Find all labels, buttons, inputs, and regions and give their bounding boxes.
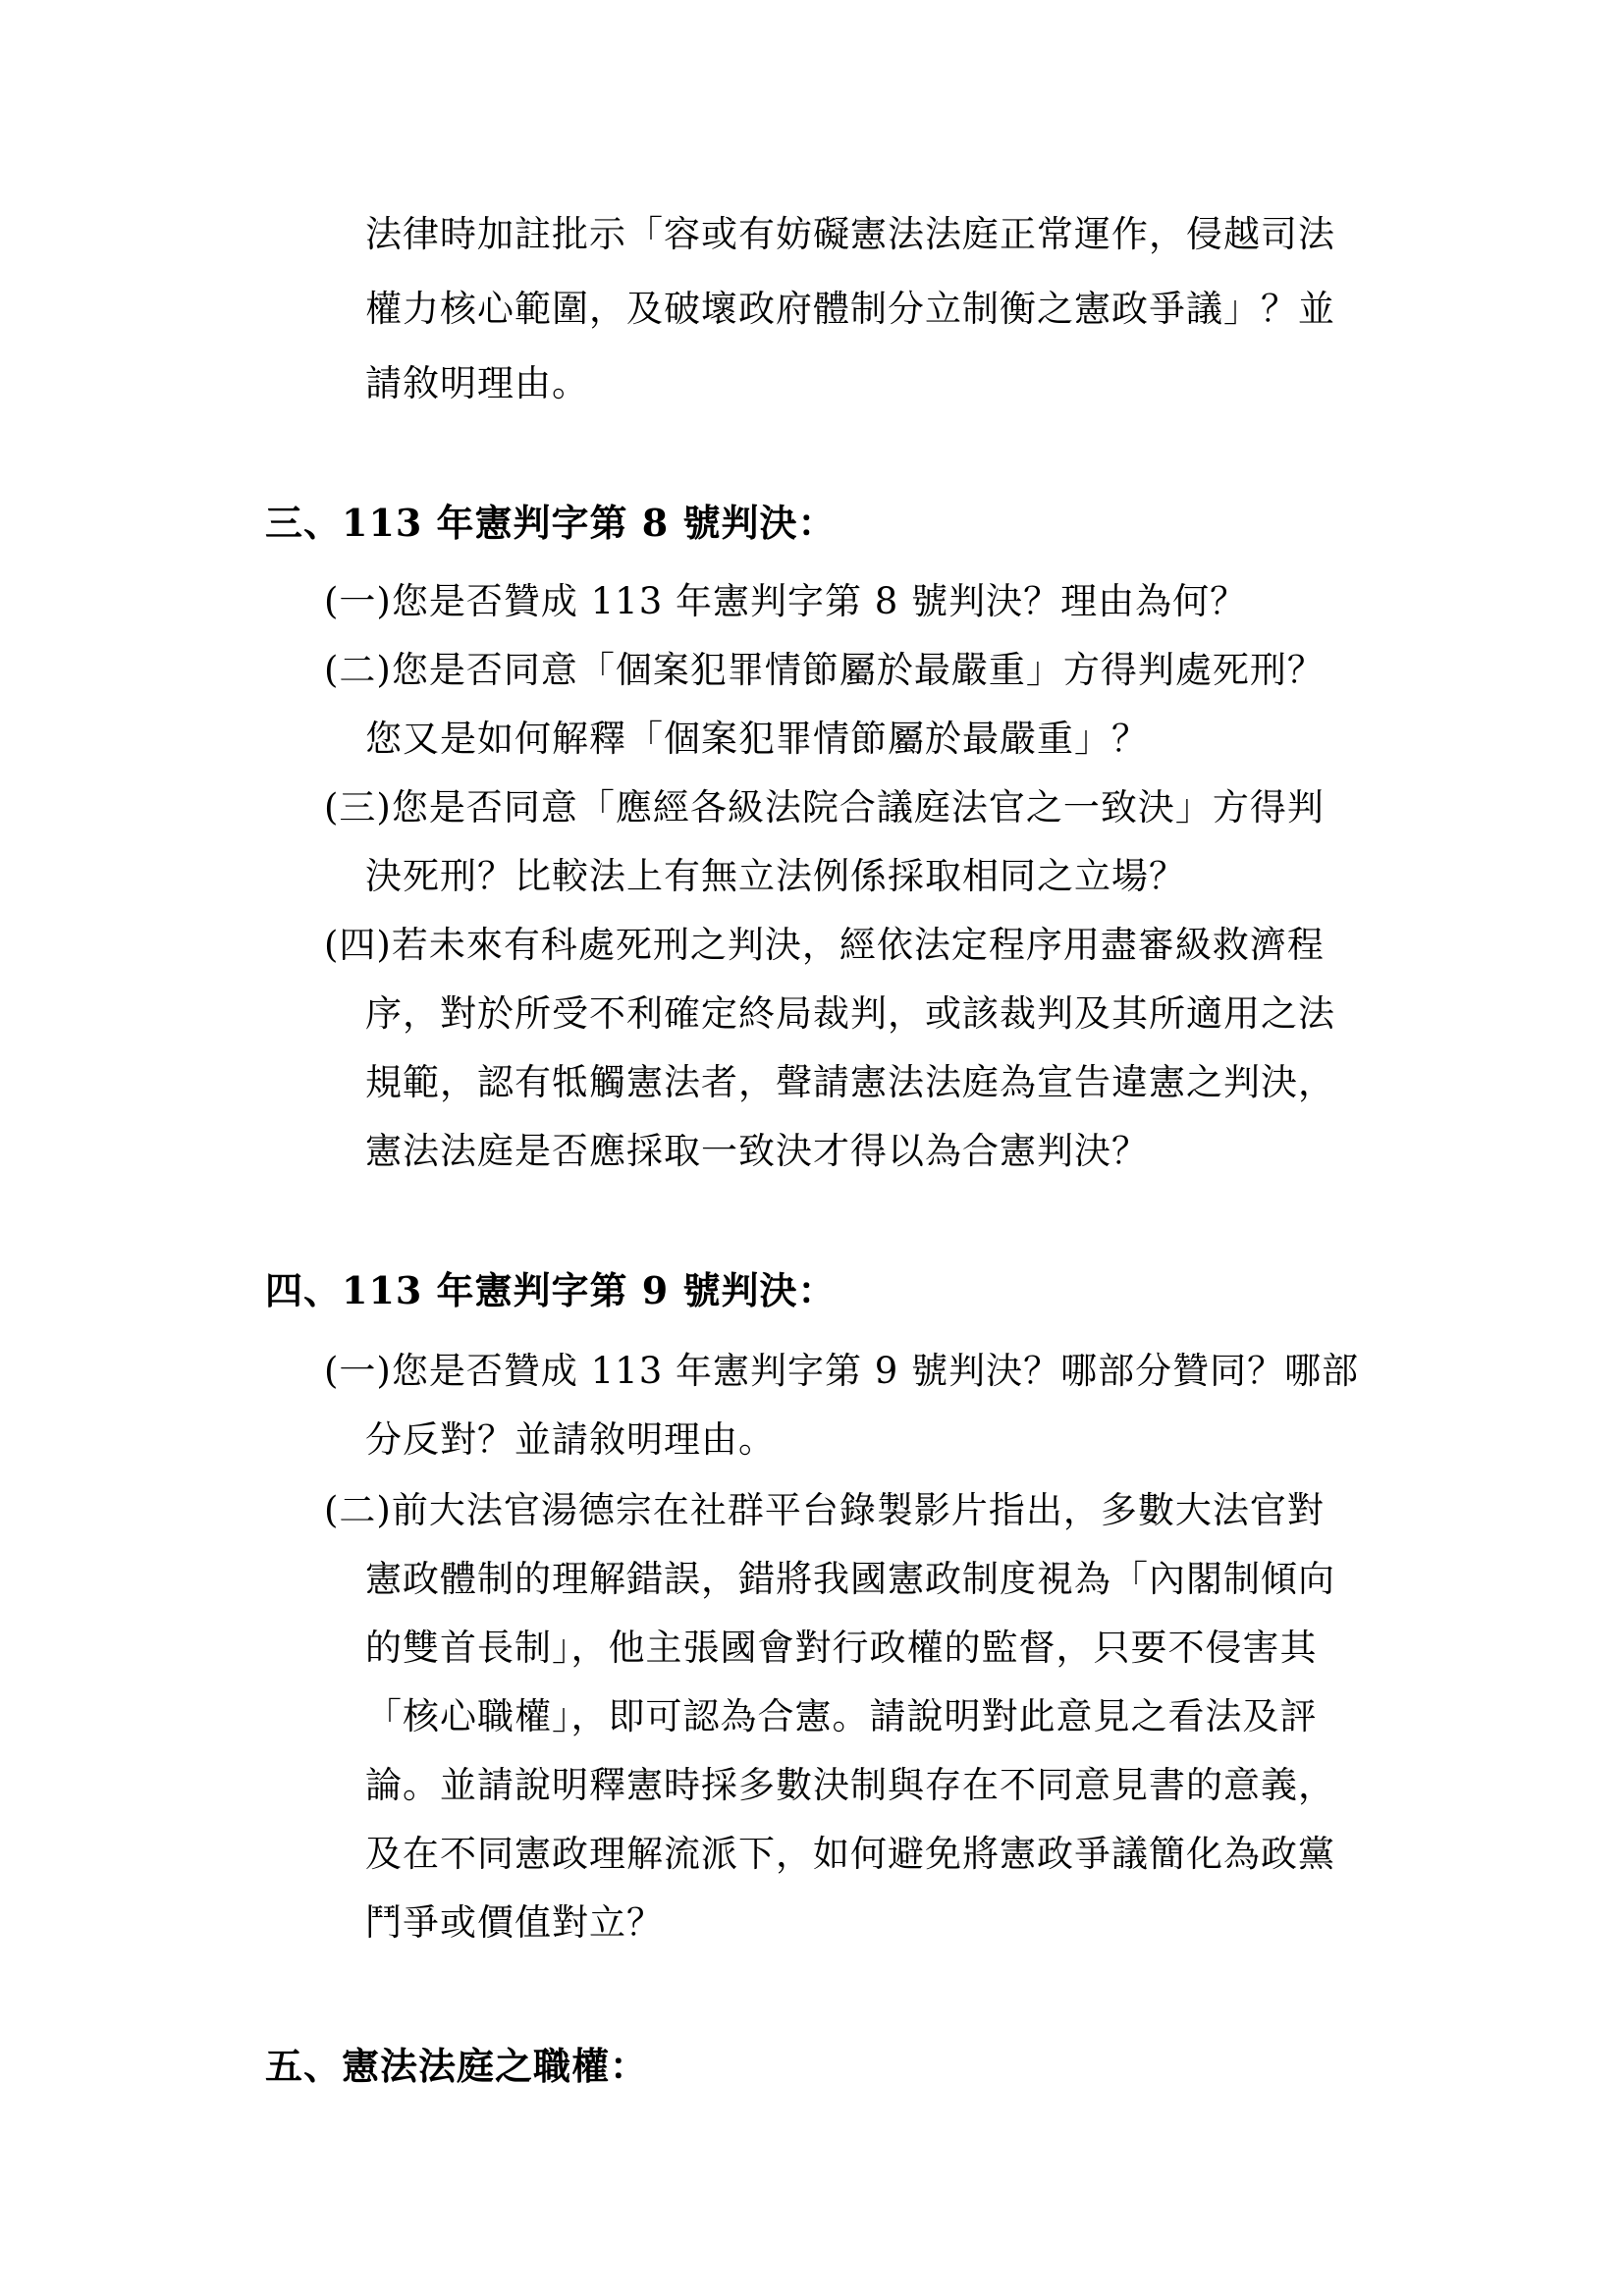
section-3-heading: 三、113 年憲判字第 8 號判決： (265, 501, 837, 545)
intro-line-2: 權力核心範圍，及破壞政府體制分立制衡之憲政爭議」？並 (365, 288, 1335, 330)
intro-line-1: 法律時加註批示「容或有妨礙憲法法庭正常運作，侵越司法 (365, 213, 1335, 255)
section-3-item-2-line-2: 您又是如何解釋「個案犯罪情節屬於最嚴重」？ (365, 718, 1149, 760)
section-4-item-2-line-1: (二)前大法官湯德宗在社群平台錄製影片指出，多數大法官對 (324, 1489, 1325, 1531)
section-3-item-4-line-2: 序，對於所受不利確定終局裁判，或該裁判及其所適用之法 (365, 992, 1335, 1035)
section-4-item-2-line-7: 鬥爭或價值對立？ (365, 1901, 664, 1944)
section-4-item-2-line-2: 憲政體制的理解錯誤，錯將我國憲政制度視為「內閣制傾向 (365, 1558, 1335, 1600)
section-4-item-2-line-5: 論。並請說明釋憲時採多數決制與存在不同意見書的意義， (365, 1764, 1335, 1806)
section-3-item-4-line-4: 憲法法庭是否應採取一致決才得以為合憲判決？ (365, 1130, 1149, 1172)
section-3-item-4-line-3: 規範，認有牴觸憲法者，聲請憲法法庭為宣告違憲之判決， (365, 1061, 1335, 1103)
section-4-heading: 四、113 年憲判字第 9 號判決： (265, 1268, 837, 1312)
section-5-heading: 五、憲法法庭之職權： (265, 2044, 649, 2088)
section-3-item-2-line-1: (二)您是否同意「個案犯罪情節屬於最嚴重」方得判處死刑？ (324, 649, 1325, 691)
section-4-item-1-line-2: 分反對？並請敘明理由。 (365, 1418, 776, 1461)
section-3-item-3-line-1: (三)您是否同意「應經各級法院合議庭法官之一致決」方得判 (324, 786, 1325, 828)
section-4-item-2-line-4: 「核心職權」，即可認為合憲。請說明對此意見之看法及評 (365, 1695, 1318, 1737)
section-4-item-2-line-6: 及在不同憲政理解流派下，如何避免將憲政爭議簡化為政黨 (365, 1833, 1335, 1875)
section-3-item-1-line-1: (一)您是否贊成 113 年憲判字第 8 號判決？理由為何？ (324, 580, 1248, 622)
section-3-item-3-line-2: 決死刑？比較法上有無立法例係採取相同之立場？ (365, 855, 1186, 897)
intro-line-3: 請敘明理由。 (365, 362, 589, 404)
section-3-item-4-line-1: (四)若未來有科處死刑之判決，經依法定程序用盡審級救濟程 (324, 924, 1325, 966)
section-4-item-1-line-1: (一)您是否贊成 113 年憲判字第 9 號判決？哪部分贊同？哪部 (324, 1350, 1360, 1392)
section-4-item-2-line-3: 的雙首長制」，他主張國會對行政權的監督，只要不侵害其 (365, 1627, 1318, 1669)
